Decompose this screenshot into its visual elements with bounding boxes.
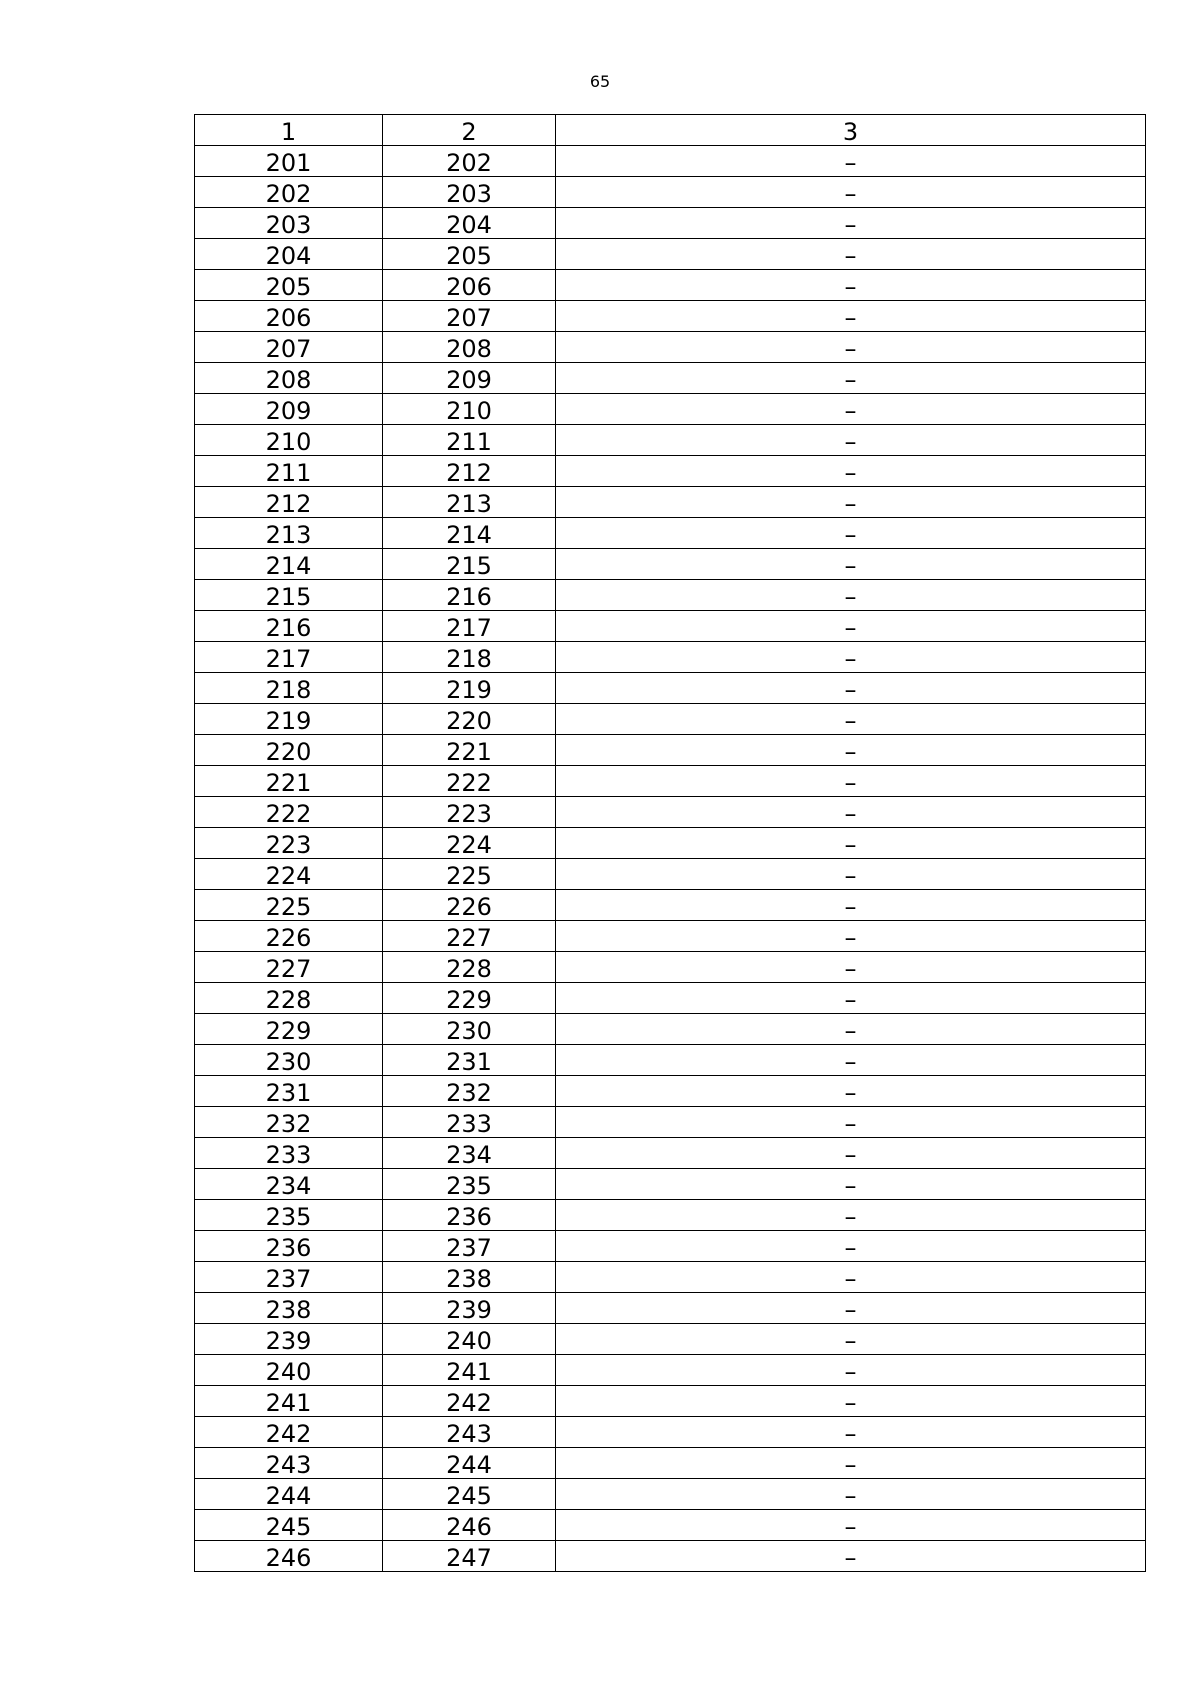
table-cell-col-2: 207 — [383, 301, 556, 332]
table-cell-col-2: 221 — [383, 735, 556, 766]
page-number: 65 — [589, 72, 611, 91]
table-row — [195, 983, 1146, 1014]
table-cell-col-2: 220 — [383, 704, 556, 735]
table-cell-col-1: 216 — [195, 611, 383, 642]
table-cell-col-2: 222 — [383, 766, 556, 797]
table-cell-col-3: – — [556, 549, 1146, 580]
table-row — [195, 1107, 1146, 1138]
table-row — [195, 611, 1146, 642]
table-cell-col-2: 208 — [383, 332, 556, 363]
table-cell-col-2: 243 — [383, 1417, 556, 1448]
table-cell-col-3: – — [556, 1417, 1146, 1448]
table-cell-col-3: – — [556, 1324, 1146, 1355]
table-row — [195, 425, 1146, 456]
table-cell-col-2: 242 — [383, 1386, 556, 1417]
table-cell-col-2: 241 — [383, 1355, 556, 1386]
table-row — [195, 1076, 1146, 1107]
table-row — [195, 766, 1146, 797]
table-row — [195, 1355, 1146, 1386]
table-cell-col-1: 224 — [195, 859, 383, 890]
table-cell-col-1: 234 — [195, 1169, 383, 1200]
table-cell-col-3: – — [556, 363, 1146, 394]
table-row — [195, 518, 1146, 549]
table-cell-col-2: 245 — [383, 1479, 556, 1510]
table-cell-col-1: 239 — [195, 1324, 383, 1355]
table-cell-col-2: 239 — [383, 1293, 556, 1324]
table-row — [195, 1138, 1146, 1169]
table-cell-col-1: 206 — [195, 301, 383, 332]
table-cell-col-3: – — [556, 1200, 1146, 1231]
table-cell-col-1: 222 — [195, 797, 383, 828]
table-cell-col-3: – — [556, 1231, 1146, 1262]
table-row — [195, 1169, 1146, 1200]
table-row — [195, 1200, 1146, 1231]
table-row — [195, 332, 1146, 363]
header-cell-col-2: 2 — [383, 115, 556, 146]
table-row — [195, 239, 1146, 270]
table-cell-col-1: 218 — [195, 673, 383, 704]
table-cell-col-1: 201 — [195, 146, 383, 177]
table-cell-col-3: – — [556, 1479, 1146, 1510]
table-cell-col-3: – — [556, 301, 1146, 332]
table-row — [195, 208, 1146, 239]
table-cell-col-2: 226 — [383, 890, 556, 921]
header-cell-col-1: 1 — [195, 115, 383, 146]
table-cell-col-1: 245 — [195, 1510, 383, 1541]
table-cell-col-1: 210 — [195, 425, 383, 456]
table-cell-col-2: 203 — [383, 177, 556, 208]
table-cell-col-1: 242 — [195, 1417, 383, 1448]
table-cell-col-3: – — [556, 270, 1146, 301]
table-cell-col-2: 228 — [383, 952, 556, 983]
table-cell-col-2: 246 — [383, 1510, 556, 1541]
table-row — [195, 704, 1146, 735]
table-cell-col-1: 236 — [195, 1231, 383, 1262]
table-cell-col-2: 214 — [383, 518, 556, 549]
table-cell-col-3: – — [556, 921, 1146, 952]
table-row — [195, 301, 1146, 332]
table-cell-col-3: – — [556, 1107, 1146, 1138]
table-cell-col-1: 207 — [195, 332, 383, 363]
table-cell-col-3: – — [556, 1510, 1146, 1541]
table-cell-col-1: 225 — [195, 890, 383, 921]
table-cell-col-3: – — [556, 611, 1146, 642]
table-cell-col-1: 211 — [195, 456, 383, 487]
table-cell-col-1: 231 — [195, 1076, 383, 1107]
table-row — [195, 952, 1146, 983]
table-cell-col-3: – — [556, 673, 1146, 704]
table-cell-col-3: – — [556, 1541, 1146, 1572]
table-cell-col-1: 235 — [195, 1200, 383, 1231]
table-row — [195, 177, 1146, 208]
table-cell-col-2: 231 — [383, 1045, 556, 1076]
table-cell-col-1: 214 — [195, 549, 383, 580]
table-row — [195, 828, 1146, 859]
table-cell-col-1: 204 — [195, 239, 383, 270]
table-cell-col-2: 223 — [383, 797, 556, 828]
table-cell-col-1: 226 — [195, 921, 383, 952]
table-row — [195, 1479, 1146, 1510]
table-cell-col-1: 237 — [195, 1262, 383, 1293]
table-cell-col-1: 232 — [195, 1107, 383, 1138]
table-row — [195, 642, 1146, 673]
table-cell-col-2: 232 — [383, 1076, 556, 1107]
table-cell-col-1: 208 — [195, 363, 383, 394]
table-cell-col-3: – — [556, 1386, 1146, 1417]
table-row — [195, 456, 1146, 487]
table-cell-col-2: 209 — [383, 363, 556, 394]
table-cell-col-3: – — [556, 1138, 1146, 1169]
table-row — [195, 1293, 1146, 1324]
table-cell-col-2: 233 — [383, 1107, 556, 1138]
table-cell-col-3: – — [556, 797, 1146, 828]
table-cell-col-1: 212 — [195, 487, 383, 518]
table-cell-col-1: 244 — [195, 1479, 383, 1510]
table-cell-col-3: – — [556, 704, 1146, 735]
table-cell-col-1: 227 — [195, 952, 383, 983]
table-cell-col-3: – — [556, 642, 1146, 673]
table-cell-col-3: – — [556, 239, 1146, 270]
table-cell-col-1: 213 — [195, 518, 383, 549]
table-cell-col-3: – — [556, 456, 1146, 487]
table-row — [195, 580, 1146, 611]
table-cell-col-1: 228 — [195, 983, 383, 1014]
table-cell-col-2: 213 — [383, 487, 556, 518]
table-cell-col-3: – — [556, 983, 1146, 1014]
table-row — [195, 921, 1146, 952]
table-cell-col-2: 224 — [383, 828, 556, 859]
table-row — [195, 394, 1146, 425]
table-cell-col-2: 236 — [383, 1200, 556, 1231]
table-cell-col-1: 230 — [195, 1045, 383, 1076]
table-cell-col-3: – — [556, 332, 1146, 363]
table-row — [195, 363, 1146, 394]
table-cell-col-3: – — [556, 890, 1146, 921]
table-cell-col-3: – — [556, 1355, 1146, 1386]
table-row — [195, 146, 1146, 177]
table-row — [195, 859, 1146, 890]
table-cell-col-3: – — [556, 1169, 1146, 1200]
table-cell-col-1: 241 — [195, 1386, 383, 1417]
table-cell-col-2: 225 — [383, 859, 556, 890]
table-cell-col-2: 219 — [383, 673, 556, 704]
table-cell-col-2: 230 — [383, 1014, 556, 1045]
table-cell-col-2: 215 — [383, 549, 556, 580]
table-cell-col-3: – — [556, 1045, 1146, 1076]
table-cell-col-3: – — [556, 735, 1146, 766]
table-row — [195, 673, 1146, 704]
table-cell-col-3: – — [556, 487, 1146, 518]
table-row — [195, 487, 1146, 518]
table-cell-col-2: 235 — [383, 1169, 556, 1200]
table-cell-col-1: 229 — [195, 1014, 383, 1045]
table-cell-col-1: 219 — [195, 704, 383, 735]
table-row — [195, 797, 1146, 828]
table-cell-col-2: 211 — [383, 425, 556, 456]
table-row — [195, 549, 1146, 580]
table-cell-col-2: 240 — [383, 1324, 556, 1355]
table-cell-col-2: 204 — [383, 208, 556, 239]
table-cell-col-3: – — [556, 828, 1146, 859]
table-row — [195, 1014, 1146, 1045]
table-row — [195, 1045, 1146, 1076]
table-cell-col-1: 217 — [195, 642, 383, 673]
table-cell-col-1: 209 — [195, 394, 383, 425]
table-body — [195, 115, 1146, 1572]
table-cell-col-3: – — [556, 1293, 1146, 1324]
table-cell-col-1: 240 — [195, 1355, 383, 1386]
table-row — [195, 1262, 1146, 1293]
table-cell-col-2: 206 — [383, 270, 556, 301]
table-cell-col-1: 205 — [195, 270, 383, 301]
table-cell-col-1: 223 — [195, 828, 383, 859]
table-cell-col-2: 237 — [383, 1231, 556, 1262]
table-cell-col-1: 215 — [195, 580, 383, 611]
table-cell-col-3: – — [556, 1076, 1146, 1107]
table-cell-col-3: – — [556, 952, 1146, 983]
table-row — [195, 270, 1146, 301]
table-cell-col-3: – — [556, 208, 1146, 239]
table-cell-col-1: 221 — [195, 766, 383, 797]
table-row — [195, 890, 1146, 921]
table-cell-col-3: – — [556, 1448, 1146, 1479]
table-cell-col-1: 246 — [195, 1541, 383, 1572]
table-cell-col-2: 212 — [383, 456, 556, 487]
table-cell-col-1: 202 — [195, 177, 383, 208]
table-row — [195, 1541, 1146, 1572]
table-cell-col-2: 227 — [383, 921, 556, 952]
table-cell-col-1: 243 — [195, 1448, 383, 1479]
table-cell-col-2: 210 — [383, 394, 556, 425]
table-row — [195, 1448, 1146, 1479]
table-row — [195, 1231, 1146, 1262]
table-cell-col-3: – — [556, 425, 1146, 456]
table-cell-col-3: – — [556, 580, 1146, 611]
table-cell-col-1: 220 — [195, 735, 383, 766]
table-cell-col-3: – — [556, 1014, 1146, 1045]
table-cell-col-2: 216 — [383, 580, 556, 611]
table-row — [195, 1417, 1146, 1448]
table-cell-col-2: 202 — [383, 146, 556, 177]
table-cell-col-2: 229 — [383, 983, 556, 1014]
data-table — [194, 114, 1146, 1572]
table-row — [195, 1510, 1146, 1541]
table-cell-col-1: 203 — [195, 208, 383, 239]
table-cell-col-3: – — [556, 766, 1146, 797]
table-cell-col-2: 205 — [383, 239, 556, 270]
table-cell-col-1: 238 — [195, 1293, 383, 1324]
table-cell-col-2: 234 — [383, 1138, 556, 1169]
table-cell-col-1: 233 — [195, 1138, 383, 1169]
table-cell-col-2: 247 — [383, 1541, 556, 1572]
table-cell-col-3: – — [556, 859, 1146, 890]
table-cell-col-3: – — [556, 1262, 1146, 1293]
table-cell-col-3: – — [556, 177, 1146, 208]
header-cell-col-3: 3 — [556, 115, 1146, 146]
table-row — [195, 1386, 1146, 1417]
table-row — [195, 735, 1146, 766]
table-cell-col-3: – — [556, 146, 1146, 177]
table-cell-col-2: 238 — [383, 1262, 556, 1293]
table-row — [195, 1324, 1146, 1355]
table-header-row — [195, 115, 1146, 146]
table-cell-col-2: 217 — [383, 611, 556, 642]
table-cell-col-3: – — [556, 518, 1146, 549]
table-cell-col-2: 218 — [383, 642, 556, 673]
table-cell-col-3: – — [556, 394, 1146, 425]
table-cell-col-2: 244 — [383, 1448, 556, 1479]
